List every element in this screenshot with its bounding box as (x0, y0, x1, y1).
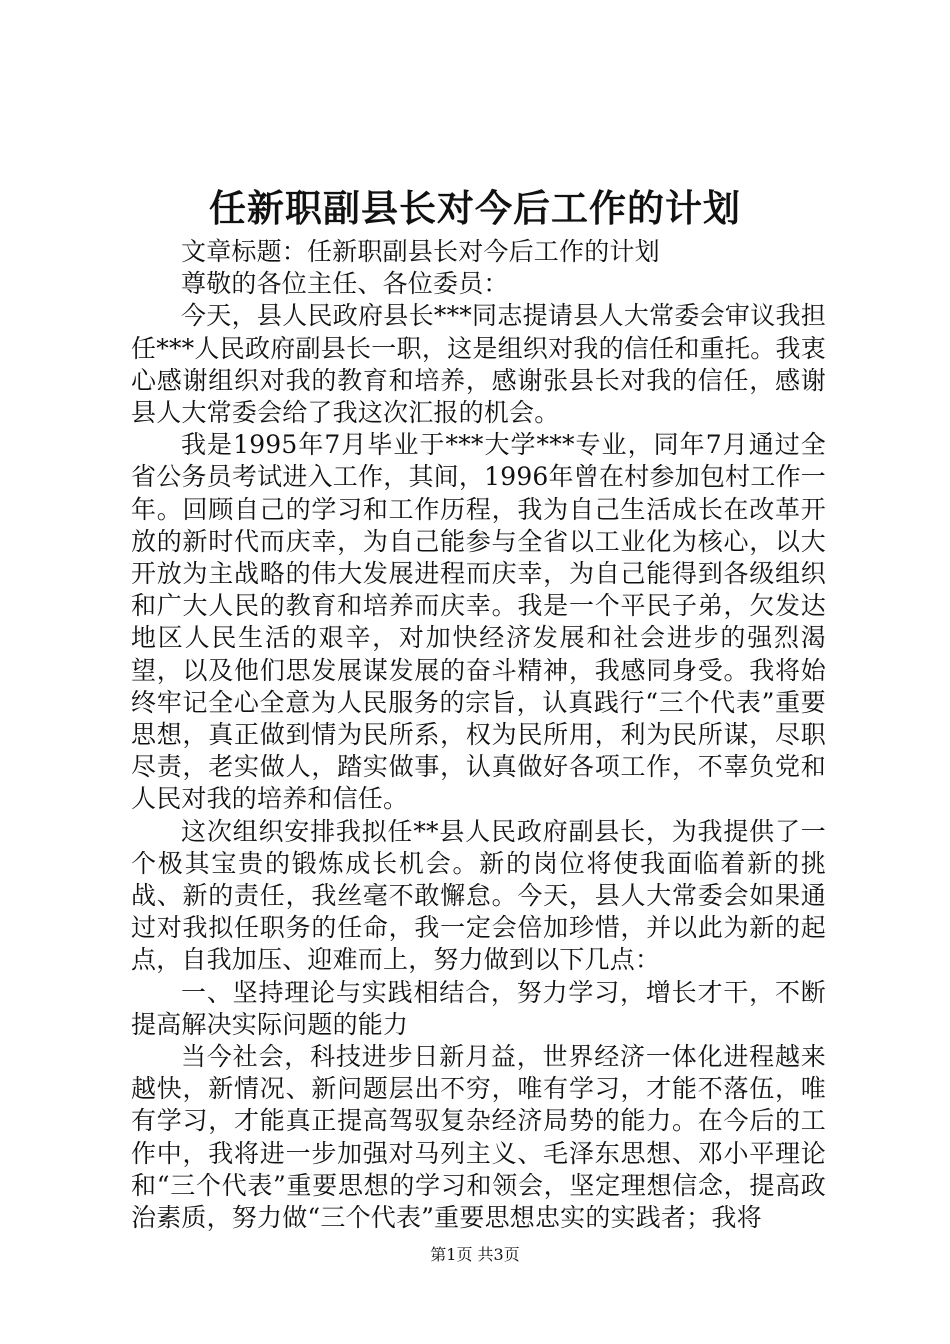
paragraph: 当今社会，科技进步日新月益，世界经济一体化进程越来越快，新情况、新问题层出不穷，唯有学习，才能不落伍，唯有学习，才能真正提高驾驭复杂经济局势的能力。在今后的工作中，我将进一步加强对马列主义、毛泽东思想、邓小平理论和“三个代表”重要思想的学习和领会，坚定理想信念，提高政治素质，努力做“三个代表”重要思想忠实的实践者；我将 (131, 1042, 826, 1233)
paragraph: 今天，县人民政府县长***同志提请县人大常委会审议我担任***人民政府副县长一职，这是组织对我的信任和重托。我衷心感谢组织对我的教育和培养，感谢张县长对我的信任，感谢县人大常委会给了我这次汇报的机会。 (131, 301, 826, 428)
document-body (131, 236, 826, 1234)
paragraph-section-heading: 一、坚持理论与实践相结合，努力学习，增长才干，不断提高解决实际问题的能力 (131, 977, 826, 1039)
paragraph: 这次组织安排我拟任**县人民政府副县长，为我提供了一个极其宝贵的锻炼成长机会。新的岗位将使我面临着新的挑战、新的责任，我丝毫不敢懈怠。今天，县人大常委会如果通过对我拟任职务的任命，我一定会倍加珍惜，并以此为新的起点，自我加压、迎难而上，努力做到以下几点： (131, 816, 826, 975)
paragraph-salutation: 尊敬的各位主任、各位委员： (181, 269, 509, 299)
paragraph-article-title: 文章标题：任新职副县长对今后工作的计划 (181, 237, 660, 266)
paragraph: 我是1995年7月毕业于***大学***专业，同年7月通过全省公务员考试进入工作，其间，1996年曾在村参加包村工作一年。回顾自己的学习和工作历程，我为自己生活成长在改革开放的新时代而庆幸，为自己能参与全省以工业化为核心，以大开放为主战略的伟大发展进程而庆幸，为自己能得到各级组织和广大人民的教育和培养而庆幸。我是一个平民子弟，欠发达地区人民生活的艰辛，对加快经济发展和社会进步的强烈渴望，以及他们思发展谋发展的奋斗精神，我感同身受。我将始终牢记全心全意为人民服务的宗旨，认真践行“三个代表”重要思想，真正做到情为民所系，权为民所用，利为民所谋，尽职尽责，老实做人，踏实做事，认真做好各项工作，不辜负党和人民对我的培养和信任。 (131, 430, 826, 814)
page-number-footer: 第1页 共3页 (430, 1245, 520, 1264)
document-title: 任新职副县长对今后工作的计划 (209, 186, 741, 230)
